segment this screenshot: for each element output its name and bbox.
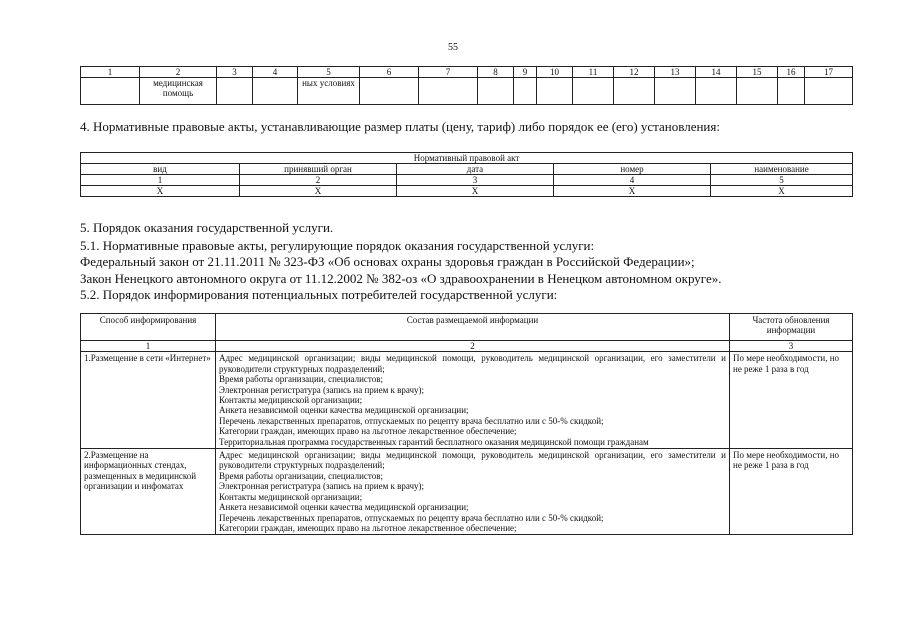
table-row xyxy=(81,186,853,197)
column-number: 13 xyxy=(655,67,696,78)
column-number: 7 xyxy=(419,67,478,78)
column-number: 3 xyxy=(730,341,853,352)
table-cell xyxy=(419,78,478,105)
continuation-table xyxy=(80,66,853,105)
table-cell xyxy=(696,78,737,105)
column-number: 3 xyxy=(217,67,253,78)
info-item: Перечень лекарственных препаратов, отпускаемых по рецепту врача бесплатно или с 50-% скидкой; xyxy=(219,415,604,426)
section-4-heading: 4. Нормативные правовые акты, устанавливающие размер платы (цену, тариф) либо порядок ее (его) установления: xyxy=(80,119,720,134)
column-number: 8 xyxy=(478,67,514,78)
table-header-row xyxy=(81,314,853,341)
frequency-cell: По мере необходимости, но не реже 1 раза в год xyxy=(730,449,853,535)
table-cell: медицинская помощь xyxy=(140,78,217,105)
regional-law-line: Закон Ненецкого автономного округа от 11.12.2002 № 382-оз «О здравоохранении в Ненецком автономном округе». xyxy=(80,271,722,286)
table-cell xyxy=(253,78,298,105)
column-header: вид xyxy=(81,164,240,175)
info-item: Категории граждан, имеющих право на льготное лекарственное обеспечение; xyxy=(219,426,517,437)
column-number: 5 xyxy=(298,67,360,78)
column-number: 2 xyxy=(140,67,217,78)
column-header: дата xyxy=(397,164,554,175)
column-number: 2 xyxy=(216,341,730,352)
column-number: 14 xyxy=(696,67,737,78)
group-header-cell: Нормативный правовой акт xyxy=(81,153,853,164)
column-number: 4 xyxy=(253,67,298,78)
column-number: 6 xyxy=(360,67,419,78)
table-cell xyxy=(573,78,614,105)
informing-table xyxy=(80,313,853,535)
column-header: Частота обновления информации xyxy=(730,314,853,341)
column-number: 9 xyxy=(514,67,537,78)
table-cell xyxy=(81,78,140,105)
method-cell: 1.Размещение в сети «Интернет» xyxy=(81,352,216,449)
section-5-heading: 5. Порядок оказания государственной услуги. xyxy=(80,220,334,235)
table-cell xyxy=(655,78,696,105)
table-header-row xyxy=(81,67,853,78)
info-item: Контакты медицинской организации; xyxy=(219,491,363,502)
column-number: 1 xyxy=(81,341,216,352)
table-cell xyxy=(360,78,419,105)
table-cell xyxy=(537,78,573,105)
info-item: Анкета независимой оценки качества медицинской организации; xyxy=(219,405,469,416)
info-item: Адрес медицинской организации; виды медицинской помощи, руководитель медицинской организации, его заместители и руководители структурных подразделений; xyxy=(219,450,726,471)
table-cell xyxy=(614,78,655,105)
table-cell: ных условиях xyxy=(298,78,360,105)
info-item: Время работы организации, специалистов; xyxy=(219,374,383,385)
info-item: Территориальная программа государственных гарантий бесплатного оказания медицинской помощи гражданам xyxy=(219,436,649,447)
column-header: Способ информирования xyxy=(81,314,216,341)
info-cell xyxy=(216,449,730,535)
info-item: Контакты медицинской организации; xyxy=(219,395,363,406)
column-header: принявший орган xyxy=(240,164,397,175)
info-item: Перечень лекарственных препаратов, отпускаемых по рецепту врача бесплатно или с 50-% скидкой; xyxy=(219,512,604,523)
table-cell xyxy=(737,78,778,105)
section-5-1-heading: 5.1. Нормативные правовые акты, регулирующие порядок оказания государственной услуги: xyxy=(80,238,595,253)
table-cell xyxy=(778,78,805,105)
column-number: 3 xyxy=(397,175,554,186)
column-number: 1 xyxy=(81,67,140,78)
table-number-row xyxy=(81,341,853,352)
column-number: 17 xyxy=(805,67,853,78)
column-number: 16 xyxy=(778,67,805,78)
column-header: наименование xyxy=(711,164,853,175)
column-number: 4 xyxy=(554,175,711,186)
section-5-2-heading: 5.2. Порядок информирования потенциальных потребителей государственной услуги: xyxy=(80,287,558,302)
frequency-cell: По мере необходимости, но не реже 1 раза в год xyxy=(730,352,853,449)
info-item: Электронная регистратура (запись на прием к врачу); xyxy=(219,481,425,492)
column-number: 10 xyxy=(537,67,573,78)
info-item: Электронная регистратура (запись на прием к врачу); xyxy=(219,384,425,395)
info-item: Анкета независимой оценки качества медицинской организации; xyxy=(219,502,469,513)
column-number: 15 xyxy=(737,67,778,78)
table-row xyxy=(81,352,853,449)
table-cell xyxy=(805,78,853,105)
table-row xyxy=(81,449,853,535)
table-group-header xyxy=(81,153,853,164)
table-cell xyxy=(478,78,514,105)
info-cell xyxy=(216,352,730,449)
column-header: номер xyxy=(554,164,711,175)
table-cell xyxy=(514,78,537,105)
table-cell: X xyxy=(240,186,397,197)
table-cell xyxy=(217,78,253,105)
column-number: 2 xyxy=(240,175,397,186)
column-number: 1 xyxy=(81,175,240,186)
column-number: 5 xyxy=(711,175,853,186)
table-cell: X xyxy=(554,186,711,197)
column-number: 12 xyxy=(614,67,655,78)
column-number: 11 xyxy=(573,67,614,78)
table-cell: X xyxy=(81,186,240,197)
table-header-row xyxy=(81,164,853,175)
legal-acts-table xyxy=(80,152,853,197)
page-number: 55 xyxy=(448,42,458,53)
info-item: Адрес медицинской организации; виды медицинской помощи, руководитель медицинской организации, его заместители и руководители структурных подразделений; xyxy=(219,353,726,374)
column-header: Состав размещаемой информации xyxy=(216,314,730,341)
info-item: Время работы организации, специалистов; xyxy=(219,470,383,481)
method-cell: 2.Размещение на информационных стендах, размещенных в медицинской организации и инфоматах xyxy=(81,449,216,535)
table-cell: X xyxy=(397,186,554,197)
table-cell: X xyxy=(711,186,853,197)
federal-law-line: Федеральный закон от 21.11.2011 № 323-ФЗ «Об основах охраны здоровья граждан в Российской Федерации»; xyxy=(80,254,695,269)
info-item: Категории граждан, имеющих право на льготное лекарственное обеспечение; xyxy=(219,522,517,533)
table-row xyxy=(81,78,853,105)
table-number-row xyxy=(81,175,853,186)
